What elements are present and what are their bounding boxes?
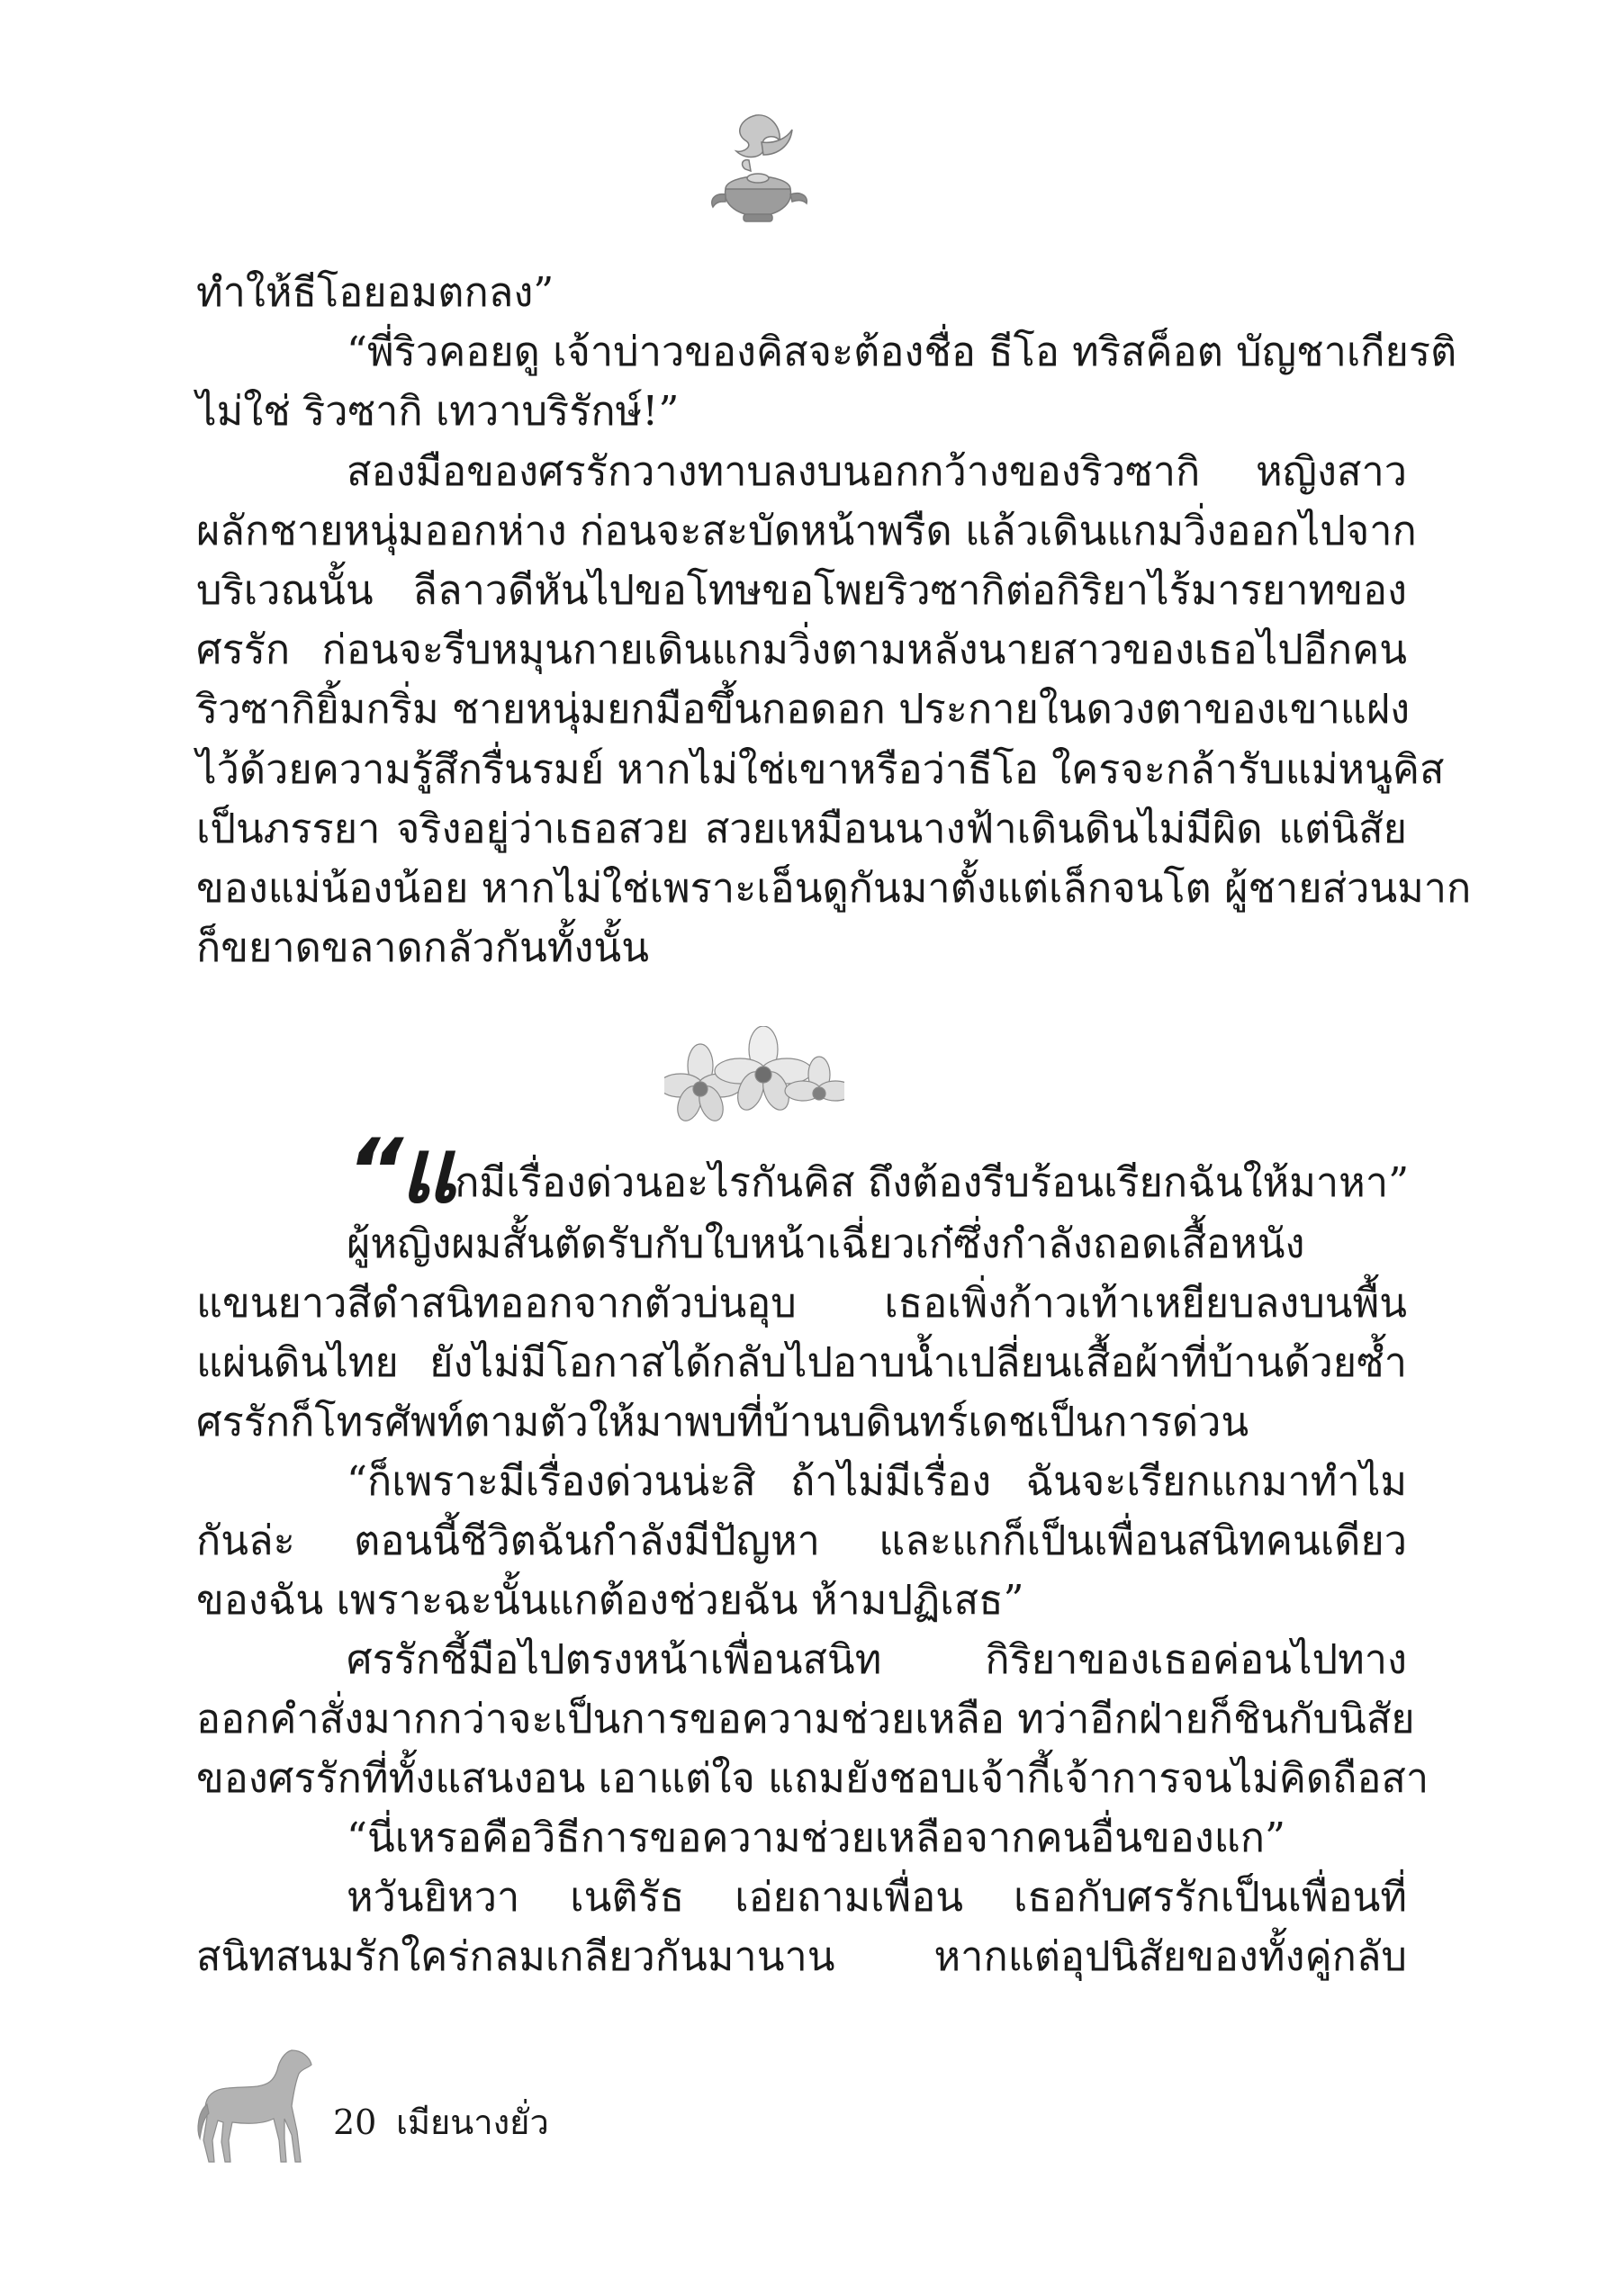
orchid-flower-icon	[664, 1026, 844, 1134]
page-number: 20	[333, 2102, 377, 2142]
genie-lamp-icon	[704, 106, 812, 232]
text-line: ศรรักชี้มือไปตรงหน้าเพื่อนสนิท กิริยาของเธอค่อนไปทาง	[347, 1635, 1407, 1683]
text-line: ออกคำสั่งมากกว่าจะเป็นการขอความช่วยเหลือ ทว่าอีกฝ่ายก็ชินกับนิสัย	[196, 1695, 1415, 1742]
text-line: ทำให้ธีโอยอมตกลง”	[196, 268, 555, 316]
text-line: ศรรักก็โทรศัพท์ตามตัวให้มาพบที่บ้านบดินทร์เดชเป็นการด่วน	[196, 1398, 1249, 1445]
text-line: ริวซากิยิ้มกริ่ม ชายหนุ่มยกมือขึ้นกอดอก ประกายในดวงตาของเขาแฝง	[196, 685, 1411, 733]
text-line: กันล่ะ ตอนนี้ชีวิตฉันกำลังมีปัญหา และแกก็เป็นเพื่อนสนิทคนเดียว	[196, 1517, 1407, 1564]
drop-cap: “แ	[347, 1121, 454, 1223]
text-line-content: กมีเรื่องด่วนอะไรกันคิส ถึงต้องรีบร้อนเรียกฉันให้มาหา”	[455, 1158, 1410, 1206]
text-line: เป็นภรรยา จริงอยู่ว่าเธอสวย สวยเหมือนนางฟ้าเดินดินไม่มีผิด แต่นิสัย	[196, 805, 1407, 852]
text-line: ผลักชายหนุ่มออกห่าง ก่อนจะสะบัดหน้าพรืด แล้วเดินแกมวิ่งออกไปจาก	[196, 507, 1417, 554]
book-title: เมียนางยั่ว	[396, 2102, 549, 2142]
text-line: “นี่เหรอคือวิธีการขอความช่วยเหลือจากคนอื่นของแก”	[347, 1814, 1286, 1861]
text-line: ของฉัน เพราะฉะนั้นแกต้องช่วยฉัน ห้ามปฏิเสธ”	[196, 1576, 1024, 1624]
text-line: ผู้หญิงผมสั้นตัดรับกับใบหน้าเฉี่ยวเก๋ซึ่งกำลังถอดเสื้อหนัง	[347, 1220, 1305, 1267]
text-line: “ก็เพราะมีเรื่องด่วนน่ะสิ ถ้าไม่มีเรื่อง ฉันจะเรียกแกมาทำไม	[347, 1457, 1407, 1505]
text-line: บริเวณนั้น ลีลาวดีหันไปขอโทษขอโพยริวซากิต่อกิริยาไร้มารยาทของ	[196, 566, 1407, 614]
text-line: แขนยาวสีดำสนิทออกจากตัวบ่นอุบ เธอเพิ่งก้าวเท้าเหยียบลงบนพื้น	[196, 1279, 1407, 1327]
text-line: สนิทสนมรักใคร่กลมเกลียวกันมานาน หากแต่อุปนิสัยของทั้งคู่กลับ	[196, 1932, 1407, 1980]
text-line: ศรรัก ก่อนจะรีบหมุนกายเดินแกมวิ่งตามหลังนายสาวของเธอไปอีกคน	[196, 626, 1407, 673]
text-line: สองมือของศรรักวางทาบลงบนอกกว้างของริวซากิ หญิงสาว	[347, 447, 1407, 495]
text-line: หวันยิหวา เนติรัธ เอ่ยถามเพื่อน เธอกับศรรักเป็นเพื่อนที่	[347, 1873, 1407, 1921]
text-line: แผ่นดินไทย ยังไม่มีโอกาสได้กลับไปอาบน้ำเปลี่ยนเสื้อผ้าที่บ้านด้วยซ้ำ	[196, 1338, 1407, 1386]
text-line	[347, 1121, 1410, 1223]
text-line: ของศรรักที่ทั้งแสนงอน เอาแต่ใจ แถมยังชอบเจ้ากี้เจ้าการจนไม่คิดถือสา	[196, 1754, 1429, 1802]
text-line: ไว้ด้วยความรู้สึกรื่นรมย์ หากไม่ใช่เขาหรือว่าธีโอ ใครจะกล้ารับแม่หนูคิส	[196, 745, 1445, 793]
horse-icon	[191, 2041, 326, 2167]
text-line: “พี่ริวคอยดู เจ้าบ่าวของคิสจะต้องชื่อ ธีโอ ทริสค็อต บัญชาเกียรติ	[347, 328, 1457, 375]
text-line: ก็ขยาดขลาดกลัวกันทั้งนั้น	[196, 923, 649, 971]
text-line: ของแม่น้องน้อย หากไม่ใช่เพราะเอ็นดูกันมาตั้งแต่เล็กจนโต ผู้ชายส่วนมาก	[196, 864, 1472, 912]
text-line: ไม่ใช่ ริวซากิ เทวาบริรักษ์!”	[196, 387, 680, 435]
